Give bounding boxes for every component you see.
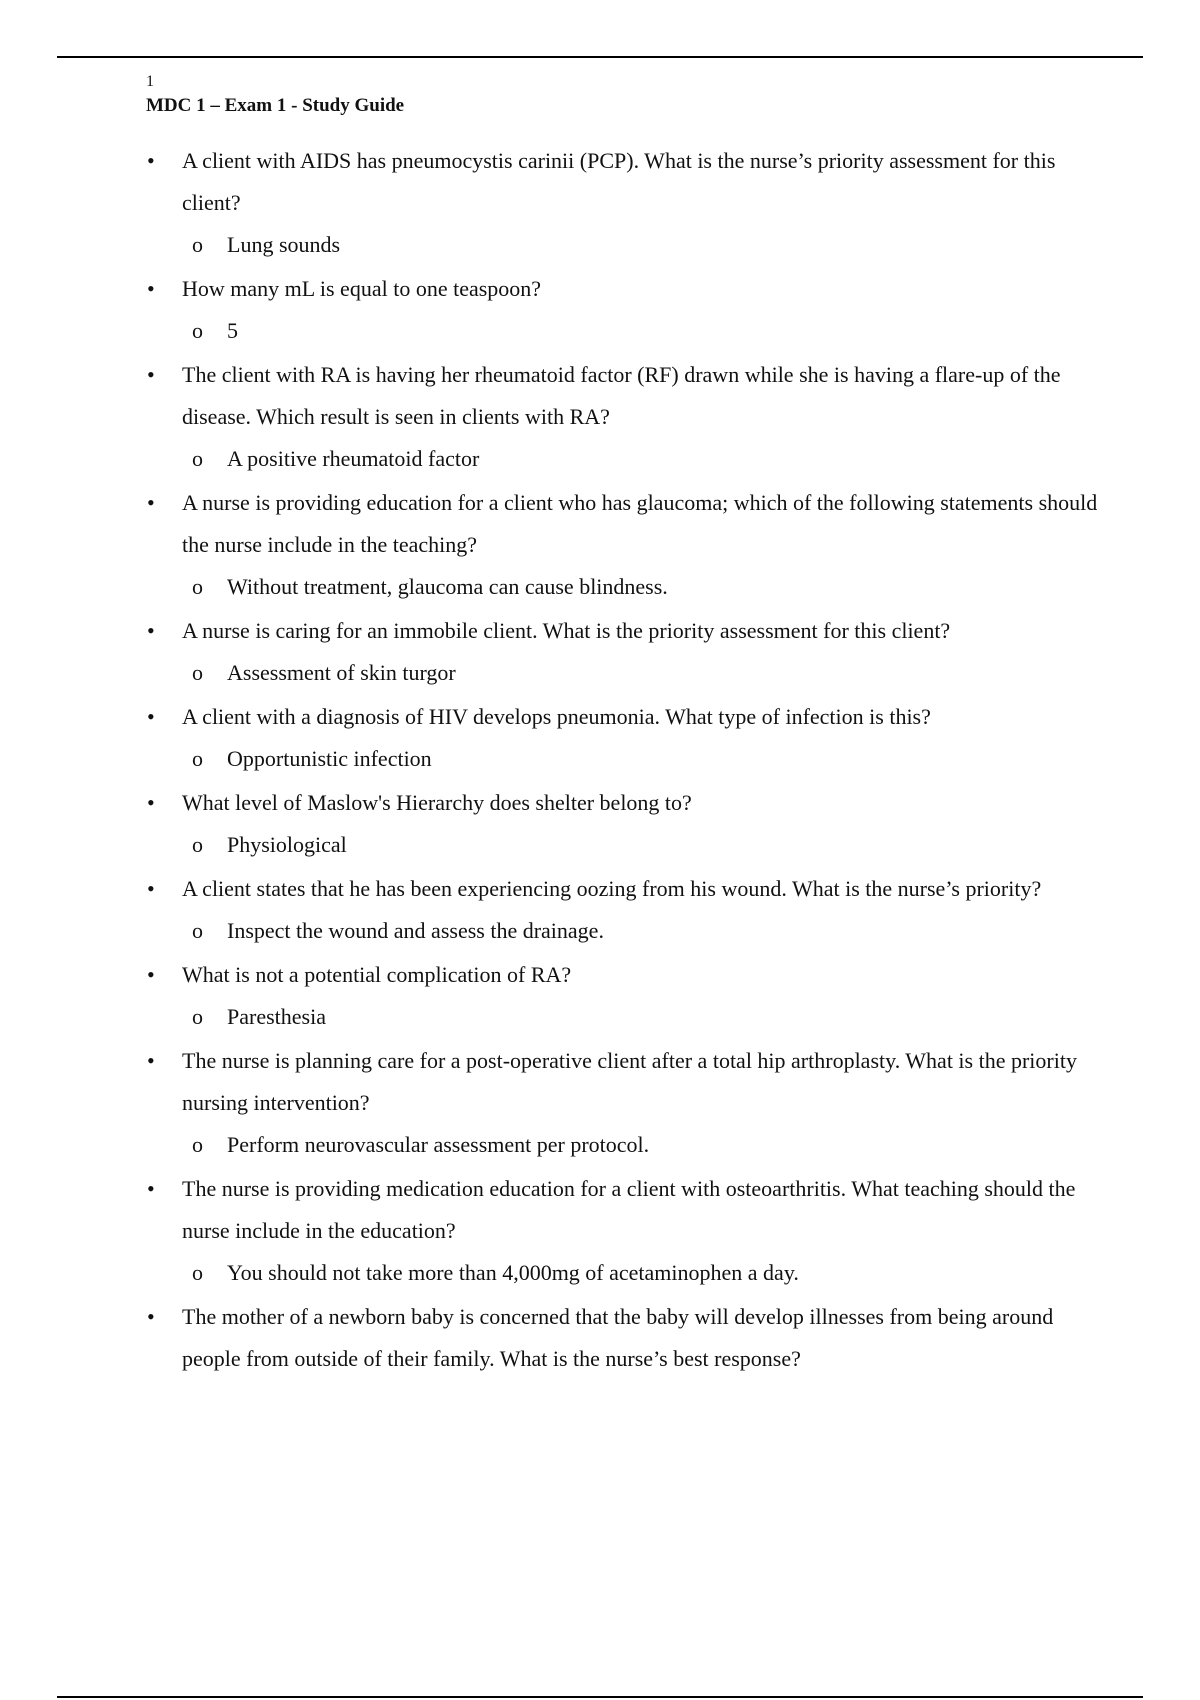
list-item <box>0 354 1200 480</box>
question-label: A nurse is caring for an immobile client. What is the priority assessment for this client? <box>182 618 951 643</box>
question-text <box>147 1168 1102 1252</box>
sub-bullet-icon: o <box>192 1260 203 1285</box>
answer-label: You should not take more than 4,000mg of acetaminophen a day. <box>227 1260 799 1285</box>
bullet-icon: • <box>147 490 155 515</box>
question-text <box>147 354 1102 438</box>
answer-label: Lung sounds <box>227 232 341 257</box>
bullet-icon: • <box>147 704 155 729</box>
question-label: A client with AIDS has pneumocystis carinii (PCP). What is the nurse’s priority assessment for this client? <box>182 148 1056 215</box>
list-item <box>0 1168 1200 1294</box>
question-list <box>0 140 1200 1380</box>
answer-text <box>192 310 1107 352</box>
sub-bullet-icon: o <box>192 918 203 943</box>
answer-text <box>192 1252 1107 1294</box>
answer-text <box>192 652 1107 694</box>
question-text <box>147 696 1102 738</box>
answer-label: Physiological <box>227 832 347 857</box>
answer-label: Without treatment, glaucoma can cause blindness. <box>227 574 668 599</box>
list-item <box>0 782 1200 866</box>
answer-text <box>192 738 1107 780</box>
answer-label: Perform neurovascular assessment per protocol. <box>227 1132 650 1157</box>
list-item <box>0 610 1200 694</box>
bullet-icon: • <box>147 276 155 301</box>
document-title: MDC 1 – Exam 1 - Study Guide <box>146 95 405 116</box>
question-text <box>147 610 1102 652</box>
answer-text <box>192 824 1107 866</box>
question-text <box>147 268 1102 310</box>
bullet-icon: • <box>147 148 155 173</box>
footer-rule <box>57 1696 1143 1698</box>
sub-bullet-icon: o <box>192 318 203 343</box>
question-label: How many mL is equal to one teaspoon? <box>182 276 542 301</box>
question-text <box>147 1296 1102 1380</box>
question-label: A client states that he has been experiencing oozing from his wound. What is the nurse’s priority? <box>182 876 1042 901</box>
answer-text <box>192 1124 1107 1166</box>
sub-bullet-icon: o <box>192 746 203 771</box>
page-number: 1 <box>146 73 154 90</box>
question-text <box>147 140 1102 224</box>
answer-label: Opportunistic infection <box>227 746 432 771</box>
question-label: The nurse is providing medication education for a client with osteoarthritis. What teaching should the nurse include in the education? <box>182 1176 1076 1243</box>
bullet-icon: • <box>147 962 155 987</box>
answer-label: A positive rheumatoid factor <box>227 446 480 471</box>
sub-bullet-icon: o <box>192 832 203 857</box>
sub-bullet-icon: o <box>192 232 203 257</box>
sub-bullet-icon: o <box>192 574 203 599</box>
question-label: A nurse is providing education for a client who has glaucoma; which of the following statements should the nurse include in the teaching? <box>182 490 1098 557</box>
question-label: What is not a potential complication of RA? <box>182 962 572 987</box>
bullet-icon: • <box>147 790 155 815</box>
question-label: The mother of a newborn baby is concerned that the baby will develop illnesses from being around people from outside of their family. What is the nurse’s best response? <box>182 1304 1054 1371</box>
answer-label: Paresthesia <box>227 1004 326 1029</box>
list-item <box>0 482 1200 608</box>
list-item <box>0 268 1200 352</box>
answer-text <box>192 996 1107 1038</box>
bullet-icon: • <box>147 876 155 901</box>
list-item <box>0 954 1200 1038</box>
question-text <box>147 868 1102 910</box>
question-text <box>147 782 1102 824</box>
bullet-icon: • <box>147 1048 155 1073</box>
answer-label: 5 <box>227 318 238 343</box>
question-label: A client with a diagnosis of HIV develops pneumonia. What type of infection is this? <box>182 704 931 729</box>
answer-label: Inspect the wound and assess the drainage. <box>227 918 604 943</box>
list-item <box>0 868 1200 952</box>
sub-bullet-icon: o <box>192 1004 203 1029</box>
sub-bullet-icon: o <box>192 1132 203 1157</box>
answer-text <box>192 566 1107 608</box>
header-rule <box>57 56 1143 58</box>
sub-bullet-icon: o <box>192 446 203 471</box>
bullet-icon: • <box>147 1176 155 1201</box>
bullet-icon: • <box>147 1304 155 1329</box>
list-item <box>0 140 1200 266</box>
answer-label: Assessment of skin turgor <box>227 660 456 685</box>
question-text <box>147 954 1102 996</box>
bullet-icon: • <box>147 362 155 387</box>
question-label: The client with RA is having her rheumatoid factor (RF) drawn while she is having a flare-up of the disease. Which result is seen in clients with RA? <box>182 362 1061 429</box>
answer-text <box>192 438 1107 480</box>
question-label: The nurse is planning care for a post-operative client after a total hip arthroplasty. What is the priority nursing intervention? <box>182 1048 1077 1115</box>
question-label: What level of Maslow's Hierarchy does shelter belong to? <box>182 790 692 815</box>
bullet-icon: • <box>147 618 155 643</box>
list-item <box>0 1296 1200 1380</box>
sub-bullet-icon: o <box>192 660 203 685</box>
question-text <box>147 482 1102 566</box>
list-item <box>0 1040 1200 1166</box>
answer-text <box>192 224 1107 266</box>
question-text <box>147 1040 1102 1124</box>
answer-text <box>192 910 1107 952</box>
list-item <box>0 696 1200 780</box>
